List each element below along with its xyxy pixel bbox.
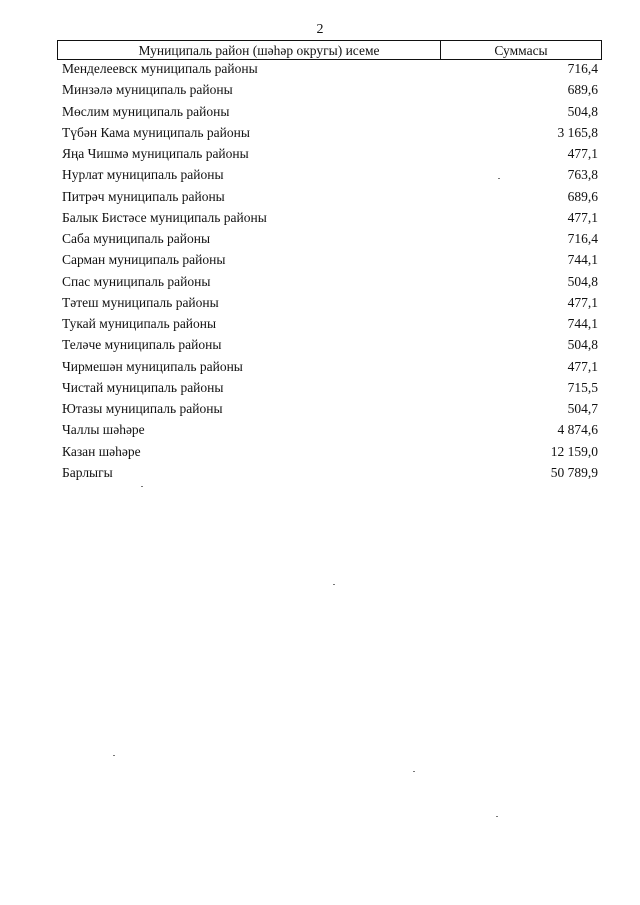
row-name: Барлыгы [62, 464, 113, 480]
scan-speck [113, 755, 115, 756]
table-row [0, 249, 640, 270]
row-value: 763,8 [567, 167, 598, 183]
table-row [0, 292, 640, 313]
table-row [0, 228, 640, 249]
column-header-sum: Суммасы [494, 43, 548, 58]
row-name: Питрәч муниципаль районы [62, 188, 225, 204]
table-row [0, 122, 640, 143]
row-name: Чаллы шәһәре [62, 422, 145, 438]
row-name: Саба муниципаль районы [62, 231, 211, 246]
table-row [0, 79, 640, 100]
row-value: 689,6 [567, 82, 598, 98]
table-row [0, 164, 640, 185]
table-row [0, 101, 640, 122]
row-name: Чистай муниципаль районы [62, 379, 224, 395]
row-name: Менделеевск муниципаль районы [62, 61, 258, 76]
table-row [0, 58, 640, 79]
row-value: 477,1 [567, 294, 598, 310]
row-name: Мөслим муниципаль районы [62, 103, 230, 119]
row-name: Тукай муниципаль районы [62, 316, 217, 331]
row-value: 504,7 [567, 401, 598, 416]
row-value: 12 159,0 [550, 443, 598, 459]
table-row [0, 441, 640, 462]
row-value: 689,6 [567, 188, 598, 204]
row-value: 50 789,9 [550, 464, 598, 480]
row-name: Сарман муниципаль районы [62, 252, 226, 268]
table-row [0, 377, 640, 398]
scan-speck [498, 178, 500, 179]
row-name: Ютазы муниципаль районы [62, 401, 223, 416]
scan-speck [413, 771, 415, 772]
table-row [0, 419, 640, 440]
row-name: Тәтеш муниципаль районы [62, 294, 219, 310]
table-row [0, 398, 640, 419]
row-name: Спас муниципаль районы [62, 273, 211, 289]
row-name: Нурлат муниципаль районы [62, 167, 224, 183]
row-value: 716,4 [567, 231, 598, 246]
row-name: Чирмешән муниципаль районы [62, 358, 243, 374]
table-row [0, 143, 640, 164]
row-value: 504,8 [567, 273, 598, 289]
row-value: 744,1 [567, 316, 598, 331]
table-row [0, 356, 640, 377]
column-header-name: Муниципаль район (шәһәр округы) исеме [58, 41, 441, 59]
row-value: 744,1 [567, 252, 598, 268]
table-header [57, 40, 602, 60]
scan-speck [333, 584, 335, 585]
row-value: 504,8 [567, 337, 598, 353]
table-row-total [0, 462, 640, 483]
row-value: 477,1 [567, 209, 598, 225]
row-value: 477,1 [567, 358, 598, 374]
row-value: 716,4 [567, 61, 598, 76]
row-value: 477,1 [567, 146, 598, 161]
row-name: Яңа Чишмә муниципаль районы [62, 146, 249, 161]
table-row [0, 271, 640, 292]
row-name: Казан шәһәре [62, 443, 141, 459]
row-value: 4 874,6 [557, 422, 598, 438]
row-value: 3 165,8 [557, 124, 598, 140]
page-number: 2 [316, 22, 324, 37]
table-body [0, 58, 640, 483]
table-row [0, 186, 640, 207]
row-value: 715,5 [567, 379, 598, 395]
scan-speck [141, 486, 143, 487]
table-row [0, 207, 640, 228]
table-row [0, 334, 640, 355]
row-value: 504,8 [567, 103, 598, 119]
row-name: Балык Бистәсе муниципаль районы [62, 209, 267, 225]
row-name: Минзәлә муниципаль районы [62, 82, 233, 98]
row-name: Түбән Кама муниципаль районы [62, 124, 250, 140]
table-row [0, 313, 640, 334]
row-name: Теләче муниципаль районы [62, 337, 222, 353]
scan-speck [496, 816, 498, 817]
